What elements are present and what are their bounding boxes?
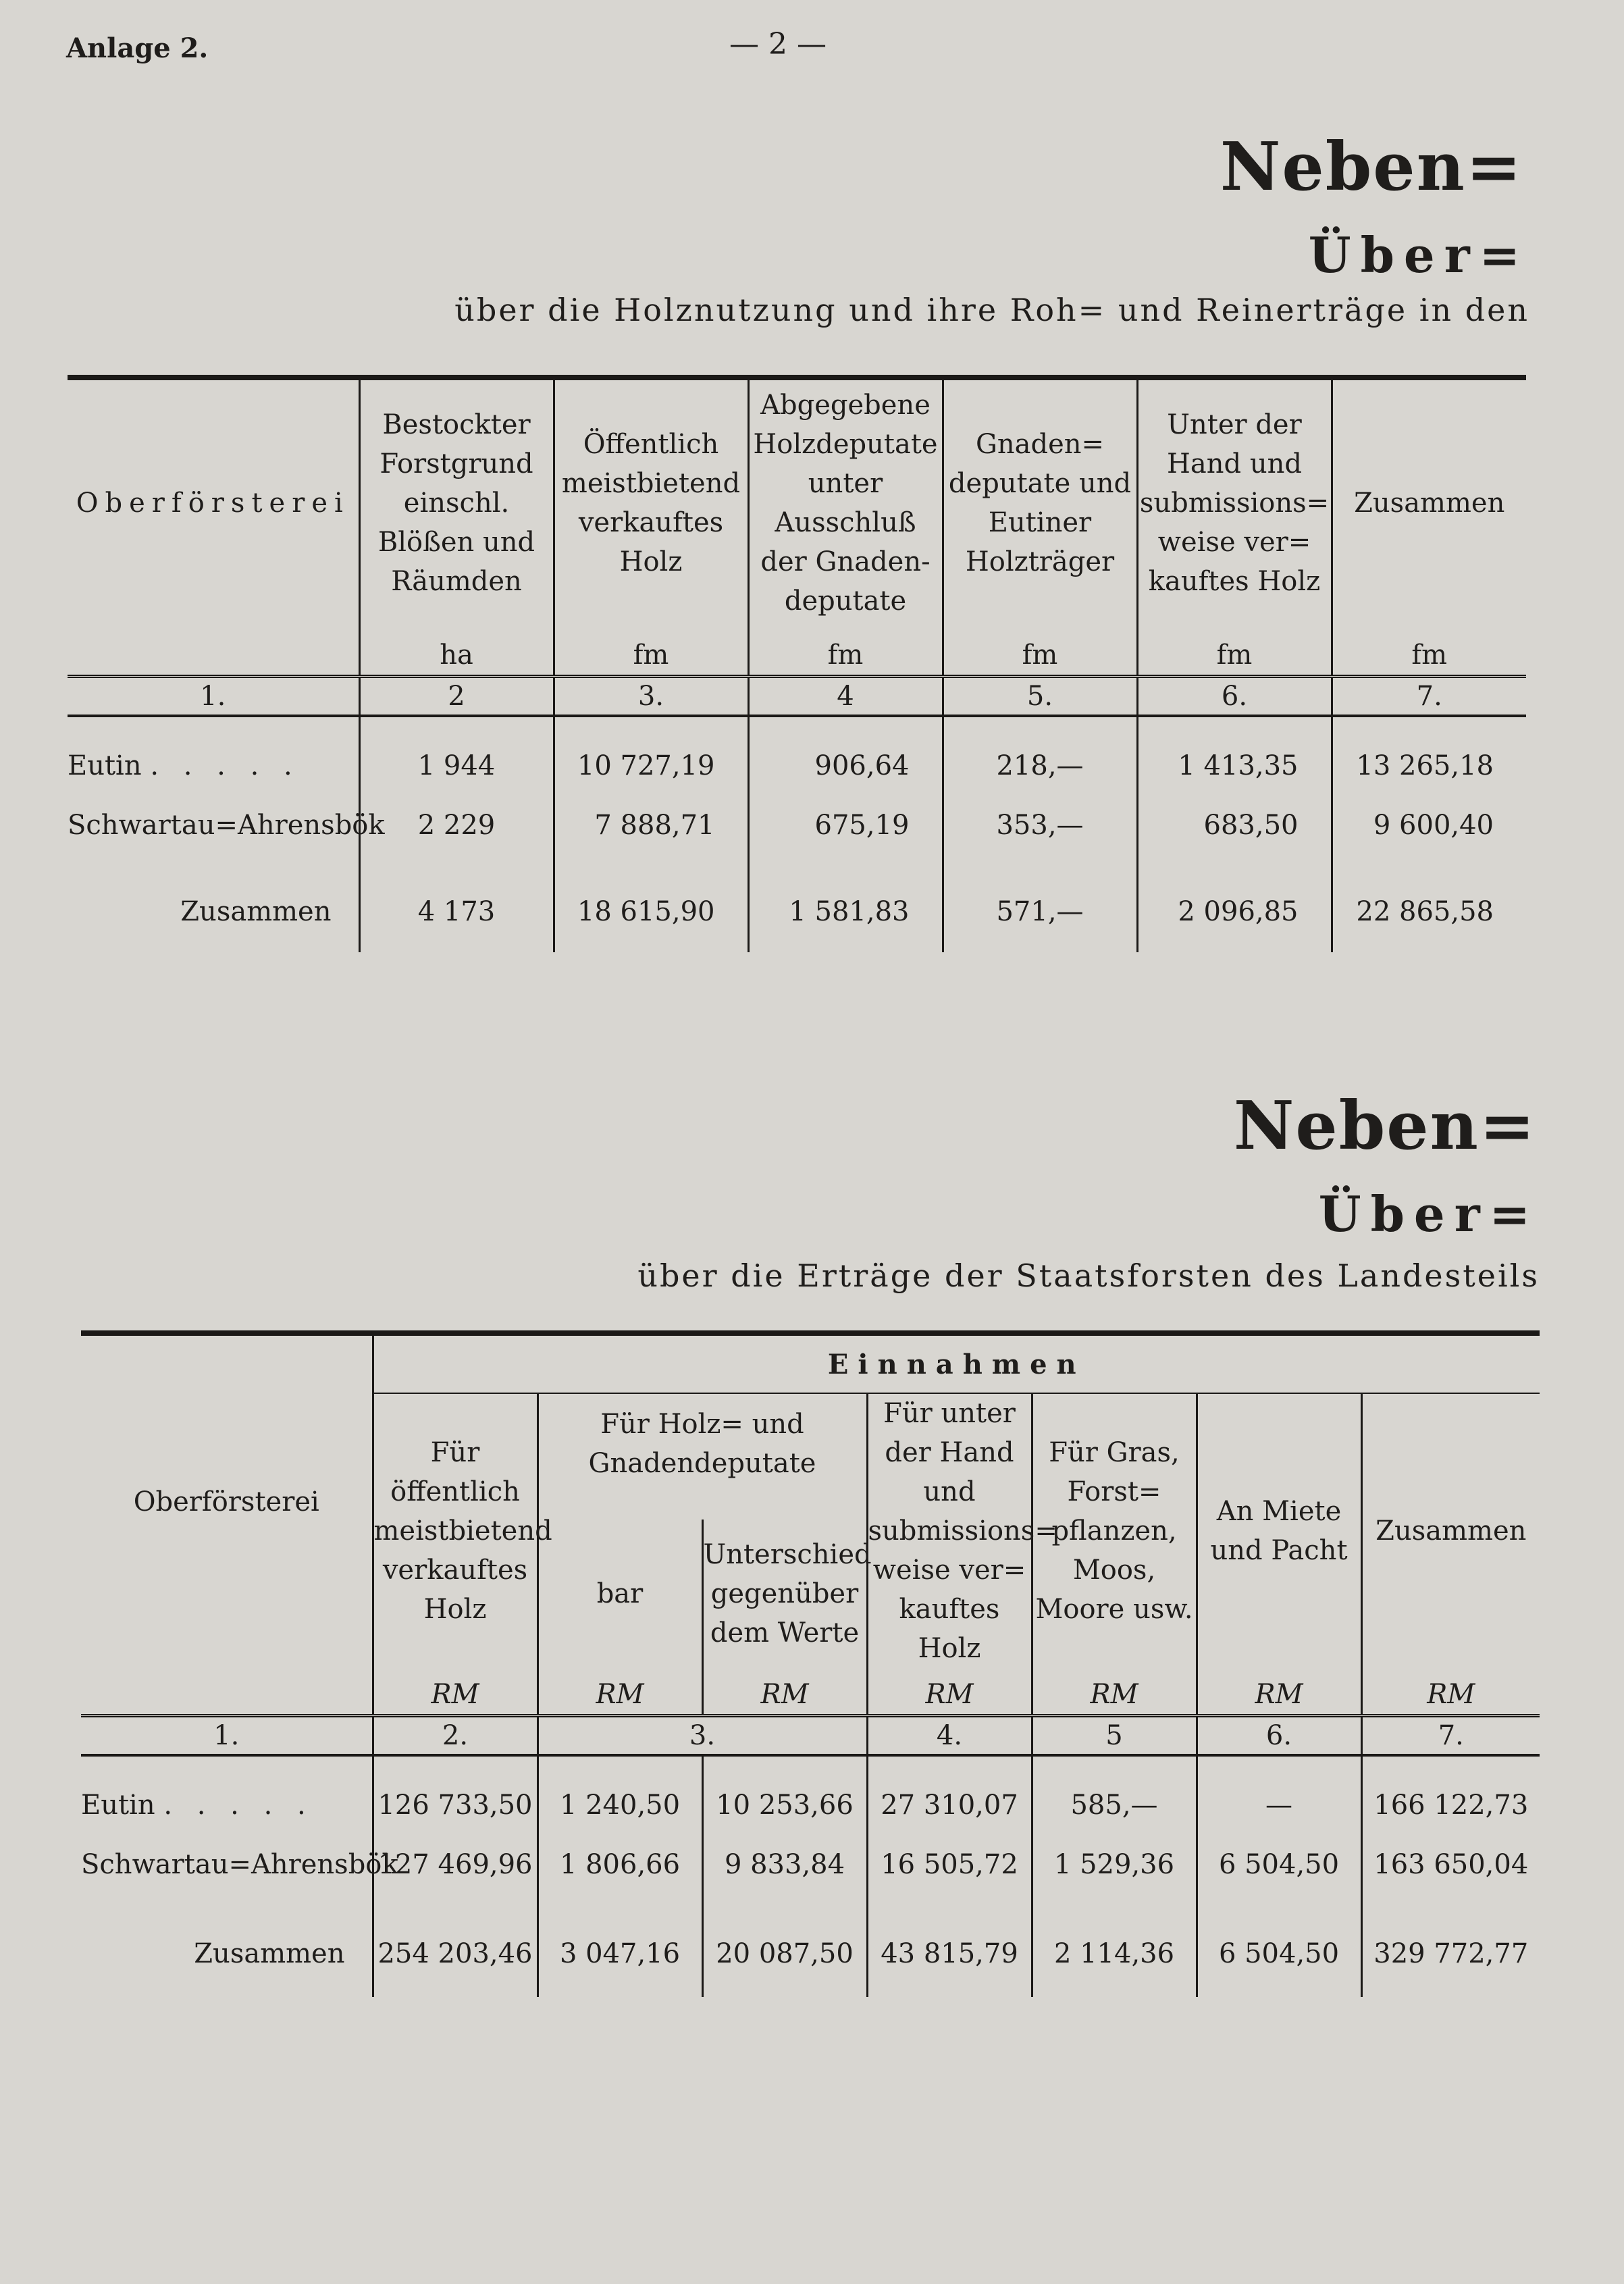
total-value: 2 096,85 — [1137, 871, 1332, 952]
table-row — [81, 1775, 1540, 1835]
col-header-oberfoersterei: Oberförsterei — [81, 1333, 373, 1668]
unit-rm: RM — [867, 1668, 1032, 1715]
col-number: 3. — [554, 676, 748, 716]
table-row — [68, 796, 1526, 855]
section2-title-big: Neben= — [1233, 1087, 1536, 1165]
col-number: 5. — [943, 676, 1137, 716]
cell-value: 9 833,84 — [702, 1835, 867, 1894]
cell-value: 585,— — [1032, 1775, 1197, 1835]
col-number: 2 — [359, 676, 554, 716]
cell-value: 16 505,72 — [867, 1835, 1032, 1894]
col-header-gnadendeputate: Gnaden= deputate und Eutiner Holzträger — [943, 378, 1137, 626]
col-header-oeffentlich: Öffentlich meistbietend verkauftes Holz — [554, 378, 748, 626]
cell-value: 10 253,66 — [702, 1775, 867, 1835]
col-header-unter-der-hand: Unter der Hand und submissions= weise ver= kauftes Holz — [1137, 378, 1332, 626]
cell-value: 1 529,36 — [1032, 1835, 1197, 1894]
col-number: 1. — [68, 676, 359, 716]
row-name-cell — [68, 796, 385, 855]
unit-rm: RM — [1427, 1678, 1475, 1710]
page-number: — 2 — — [729, 27, 827, 61]
section1-title-mid: Über= — [1308, 226, 1529, 284]
total-value: 18 615,90 — [554, 871, 748, 952]
cell-value: 683,50 — [1137, 796, 1332, 855]
cell-value: 6 504,50 — [1197, 1835, 1361, 1894]
total-value: 6 504,50 — [1197, 1911, 1361, 1997]
total-value: 254 203,46 — [373, 1911, 538, 1997]
cell-value: 27 310,07 — [867, 1775, 1032, 1835]
unit-rm: RM — [702, 1668, 867, 1715]
ertraege-table — [81, 1330, 1540, 1997]
cell-value: 1 413,35 — [1137, 736, 1332, 796]
cell-value: 1 944 — [359, 736, 554, 796]
unit-rm: RM — [538, 1668, 702, 1715]
holznutzung-table — [68, 375, 1526, 952]
col-header-unterschied: Unterschied gegenüber dem Werte — [702, 1520, 867, 1668]
col-number: 7. — [1361, 1715, 1540, 1755]
unit-rm: RM — [373, 1668, 538, 1715]
col-header-zusammen: Zusammen — [1332, 378, 1526, 626]
cell-value: 218,— — [943, 736, 1137, 796]
col-number: 4. — [867, 1715, 1032, 1755]
col-header-oberfoersterei: Oberförsterei — [68, 378, 359, 626]
cell-value: 166 122,73 — [1373, 1789, 1529, 1821]
total-row — [68, 871, 1526, 952]
total-value: 329 772,77 — [1373, 1938, 1529, 1969]
col-number: 7. — [1332, 676, 1526, 716]
col-header-unter-der-hand: Für unter der Hand und submissions= weise ver= kauftes Holz — [867, 1393, 1032, 1668]
col-number: 5 — [1032, 1715, 1197, 1755]
cell-value: 9 600,40 — [1373, 809, 1494, 841]
cell-value: 7 888,71 — [554, 796, 748, 855]
col-header-bar: bar — [538, 1520, 702, 1668]
row-leader-dots: . . . . . — [150, 750, 300, 781]
unit-rm: RM — [1197, 1668, 1361, 1715]
table-row — [68, 736, 1526, 796]
unit-empty — [68, 626, 359, 676]
col-header-forstgrund: Bestockter Forstgrund einschl. Blößen und Räumden — [359, 378, 554, 626]
unit-fm: fm — [1411, 639, 1448, 671]
row-name-cell — [81, 1775, 373, 1835]
cell-value: 906,64 — [748, 736, 943, 796]
annex-label: Anlage 2. — [66, 32, 209, 64]
col-number: 2. — [373, 1715, 538, 1755]
group-header-einnahmen: Einnahmen — [373, 1333, 1540, 1393]
total-value: 4 173 — [359, 871, 554, 952]
total-value: 22 865,58 — [1356, 896, 1494, 927]
row-name: Schwartau=Ahrensbök — [81, 1848, 398, 1880]
unit-fm: fm — [748, 626, 943, 676]
col-header-gras: Für Gras, Forst= pflanzen, Moos, Moore usw. — [1032, 1393, 1197, 1668]
total-value: 2 114,36 — [1032, 1911, 1197, 1997]
col-header-miete: An Miete und Pacht — [1197, 1393, 1361, 1668]
col-header-zusammen: Zusammen — [1376, 1515, 1527, 1547]
col-number: 1. — [81, 1715, 373, 1755]
row-name-cell — [68, 736, 359, 796]
total-value: 3 047,16 — [538, 1911, 702, 1997]
table-row — [81, 1835, 1540, 1894]
col-number: 6. — [1137, 676, 1332, 716]
cell-value: 353,— — [943, 796, 1137, 855]
col-number: 3. — [538, 1715, 867, 1755]
cell-value: 13 265,18 — [1356, 750, 1494, 781]
col-number: 6. — [1197, 1715, 1361, 1755]
col-header-oeffentlich: Für öffentlich meistbietend verkauftes Holz — [373, 1393, 538, 1668]
row-name: Eutin — [81, 1789, 155, 1821]
cell-value: 675,19 — [748, 796, 943, 855]
section1-title-big: Neben= — [1220, 128, 1523, 206]
cell-value: 127 469,96 — [373, 1835, 538, 1894]
unit-ha: ha — [359, 626, 554, 676]
unit-fm: fm — [943, 626, 1137, 676]
cell-value: — — [1197, 1775, 1361, 1835]
total-label: Zusammen — [81, 1911, 373, 1997]
cell-value: 10 727,19 — [554, 736, 748, 796]
total-label: Zusammen — [68, 871, 359, 952]
section2-subtitle: über die Erträge der Staatsforsten des Landesteils — [637, 1257, 1540, 1294]
row-name: Schwartau=Ahrensbök — [68, 809, 385, 841]
cell-value: 2 229 — [359, 796, 554, 855]
total-value: 43 815,79 — [867, 1911, 1032, 1997]
cell-value: 126 733,50 — [373, 1775, 538, 1835]
row-name-cell — [81, 1835, 398, 1894]
unit-rm: RM — [1032, 1668, 1197, 1715]
section2-title-mid: Über= — [1318, 1185, 1540, 1243]
unit-fm: fm — [1137, 626, 1332, 676]
col-header-holzdeputate: Abgegebene Holzdeputate unter Ausschluß der Gnaden- deputate — [748, 378, 943, 626]
total-value: 1 581,83 — [748, 871, 943, 952]
section1-subtitle: über die Holznutzung und ihre Roh= und Reinerträge in den — [454, 292, 1529, 328]
cell-value: 163 650,04 — [1373, 1848, 1529, 1880]
col-number: 4 — [748, 676, 943, 716]
col-header-holz-gnadendeputate: Für Holz= und Gnadendeputate — [538, 1393, 867, 1520]
total-value: 571,— — [943, 871, 1137, 952]
total-row — [81, 1911, 1540, 1997]
unit-fm: fm — [554, 626, 748, 676]
cell-value: 1 240,50 — [538, 1775, 702, 1835]
row-name: Eutin — [68, 750, 142, 781]
row-leader-dots: . . . . . — [163, 1789, 314, 1821]
cell-value: 1 806,66 — [538, 1835, 702, 1894]
total-value: 20 087,50 — [702, 1911, 867, 1997]
